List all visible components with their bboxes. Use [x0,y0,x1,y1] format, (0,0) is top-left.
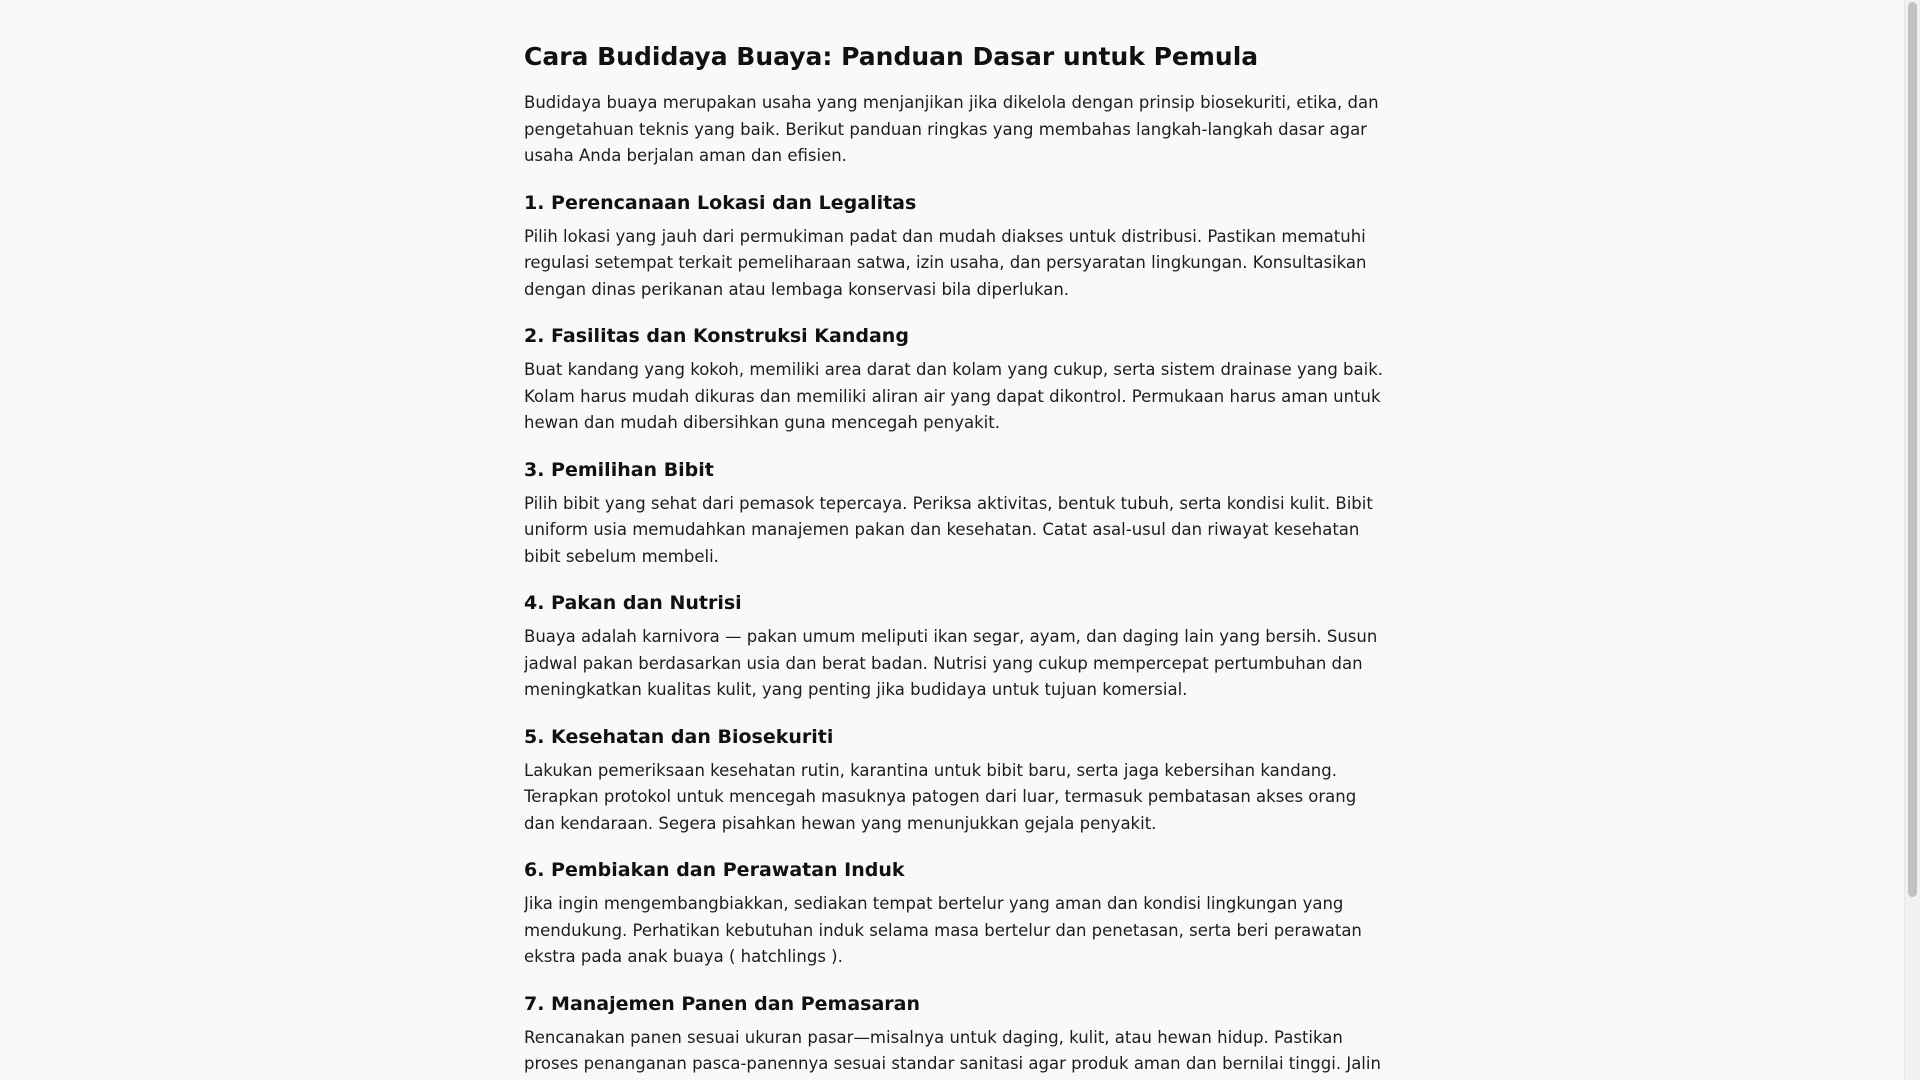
article-intro: Budidaya buaya merupakan usaha yang menjanjikan jika dikelola dengan prinsip biosekuriti, etika, dan pengetahuan teknis yang baik. Berikut panduan ringkas yang membahas langkah-langkah dasar agar usaha Anda berjalan aman dan efisien. [524,93,1379,165]
vertical-scrollbar[interactable] [1904,0,1920,1080]
section-heading: 4. Pakan dan Nutrisi [524,592,742,614]
section-body: Buaya adalah karnivora — pakan umum meliputi ikan segar, ayam, dan daging lain yang bersih. Susun jadwal pakan berdasarkan usia dan berat badan. Nutrisi yang cukup mempercepat pertumbuhan dan meningkatkan kualitas kulit, yang penting jika budidaya untuk tujuan komersial. [524,627,1378,699]
section-heading: 2. Fasilitas dan Konstruksi Kandang [524,325,909,347]
section-body: Rencanakan panen sesuai ukuran pasar—misalnya untuk daging, kulit, atau hewan hidup. Pastikan proses penanganan pasca-panennya sesuai standar sanitasi agar produk aman dan bernilai tinggi. Jalin [524,1027,1381,1073]
section-body: Lakukan pemeriksaan kesehatan rutin, karantina untuk bibit baru, serta jaga kebersihan kandang. Terapkan protokol untuk mencegah masuknya patogen dari luar, termasuk pembatasan akses orang dan kendaraan. Segera pisahkan hewan yang menunjukkan gejala penyakit. [524,760,1357,833]
section-feed-nutrition [524,590,1384,704]
article [524,0,1384,1080]
section-body: Pilih lokasi yang jauh dari permukiman padat dan mudah diakses untuk distribusi. Pastikan mematuhi regulasi setempat terkait pemeliharaan satwa, izin usaha, dan persyaratan lingkungan. Konsultasikan dengan dinas perikanan atau lembaga konservasi bila diperlukan. [524,226,1367,299]
section-heading: 6. Pembiakan dan Perawatan Induk [524,859,905,881]
section-breeding-care [524,857,1384,971]
section-health-biosecurity [524,724,1384,838]
section-location-legality [524,190,1384,304]
section-harvest-marketing [524,991,1384,1078]
section-body: Pilih bibit yang sehat dari pemasok tepercaya. Periksa aktivitas, bentuk tubuh, serta kondisi kulit. Bibit uniform usia memudahkan manajemen pakan dan kesehatan. Catat asal-usul dan riwayat kesehatan bibit sebelum membeli. [524,493,1373,566]
section-facilities-enclosure [524,323,1384,437]
article-title: Cara Budidaya Buaya: Panduan Dasar untuk Pemula [524,42,1259,71]
section-seed-selection [524,457,1384,571]
scrollbar-thumb[interactable] [1908,2,1917,897]
section-heading: 3. Pemilihan Bibit [524,458,714,481]
section-body: Jika ingin mengembangbiakkan, sediakan tempat bertelur yang aman dan kondisi lingkungan yang mendukung. Perhatikan kebutuhan induk selama masa bertelur dan penetasan, serta beri perawatan ekstra pada anak buaya ( hatchlings ). [524,894,1362,966]
section-body: Buat kandang yang kokoh, memiliki area darat dan kolam yang cukup, serta sistem drainase yang baik. Kolam harus mudah dikuras dan memiliki aliran air yang dapat dikontrol. Permukaan harus aman untuk hewan dan mudah dibersihkan guna mencegah penyakit. [524,360,1384,432]
section-heading: 1. Perencanaan Lokasi dan Legalitas [524,191,917,214]
section-heading: 5. Kesehatan dan Biosekuriti [524,725,834,748]
section-heading: 7. Manajemen Panen dan Pemasaran [524,992,920,1015]
